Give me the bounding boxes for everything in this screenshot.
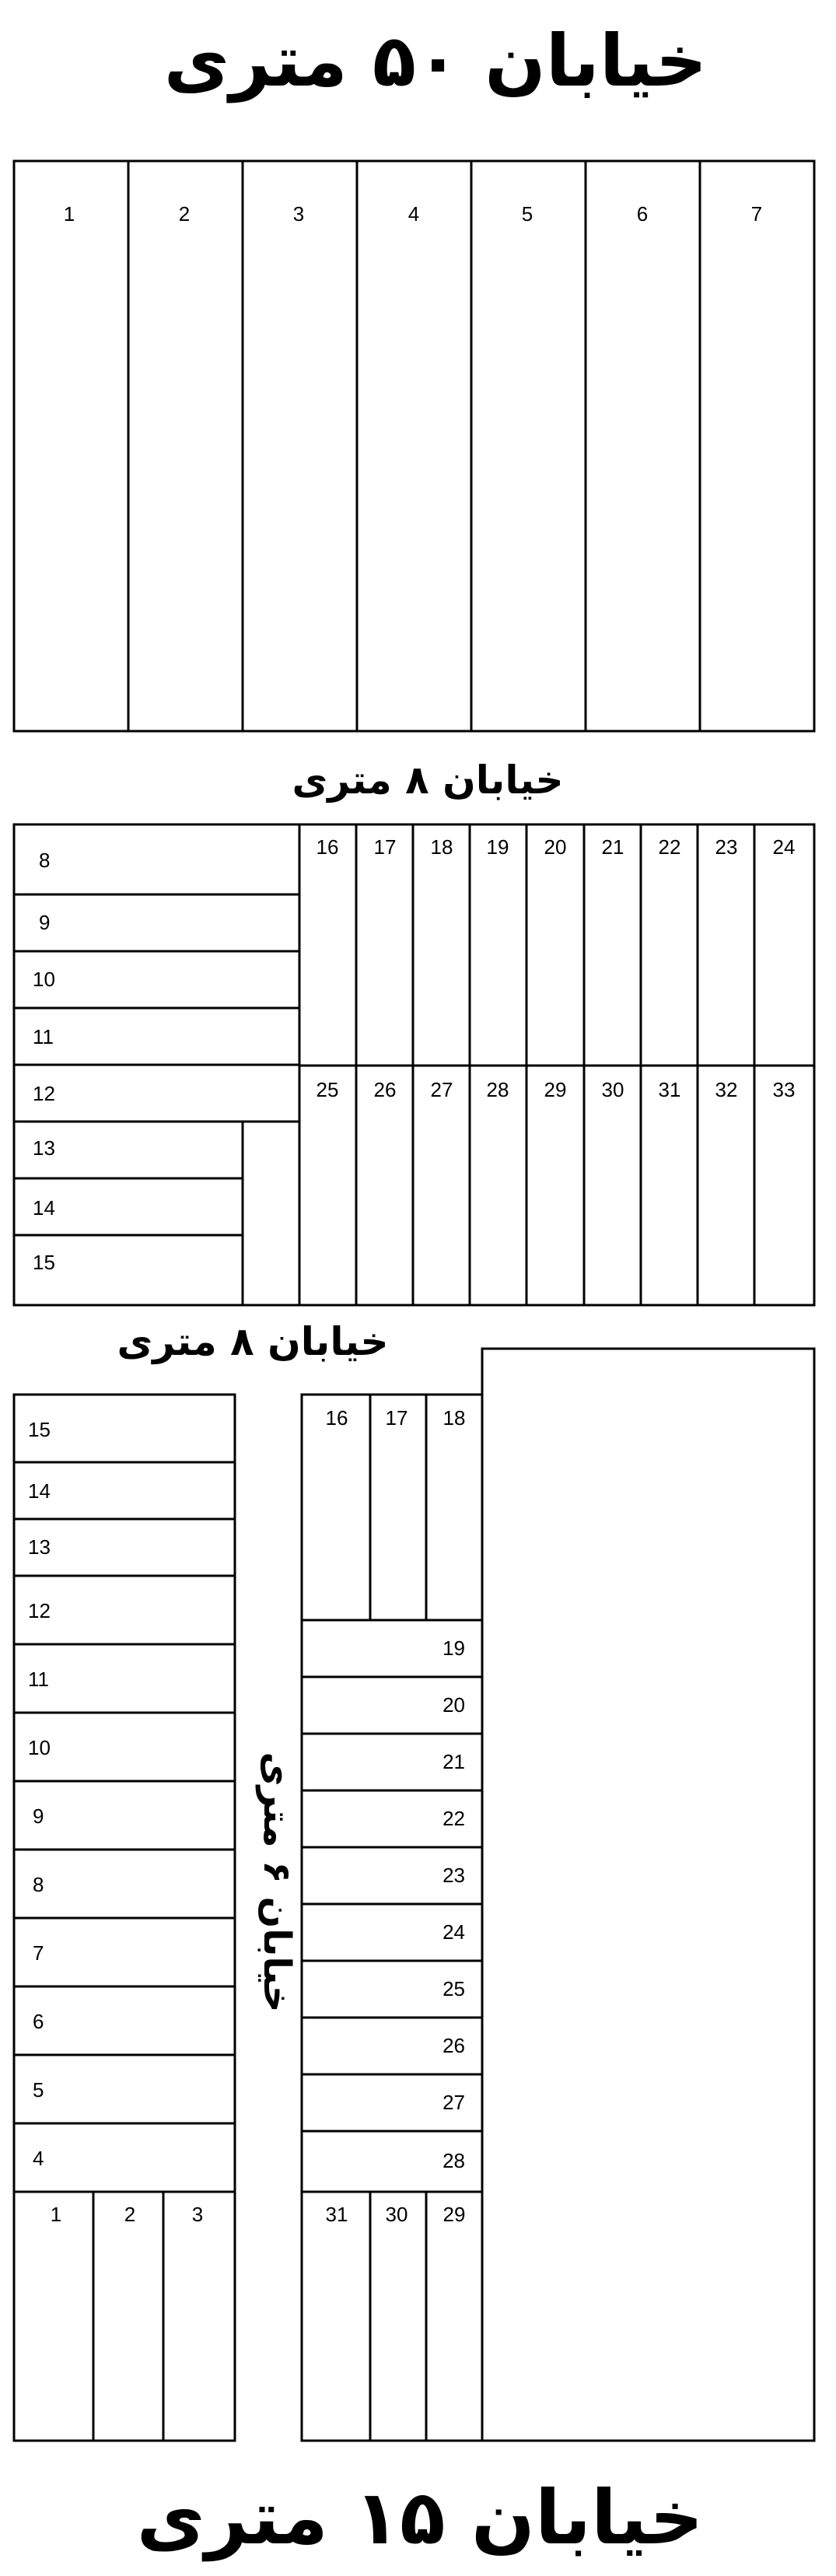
lot-b-24 — [754, 824, 814, 1066]
lot-number: 26 — [373, 1078, 397, 1101]
lot-b-26 — [356, 1066, 413, 1305]
lot-number: 25 — [442, 1977, 465, 2000]
block-b — [14, 824, 814, 1305]
lot-c-2 — [93, 2192, 163, 2441]
lot-a-6 — [586, 161, 700, 731]
lot-number: 27 — [442, 2091, 465, 2114]
lot-c-30 — [370, 2192, 426, 2441]
lot-b-18 — [413, 824, 470, 1066]
lot-a-1 — [14, 161, 128, 731]
lot-number: 22 — [658, 835, 681, 859]
lot-number: 24 — [442, 1920, 465, 1944]
lot-c-7 — [14, 1918, 235, 1986]
lot-b-25 — [299, 1066, 356, 1305]
lot-number: 20 — [442, 1693, 465, 1717]
lot-c-9 — [14, 1781, 235, 1850]
lot-number: 19 — [442, 1636, 465, 1660]
lot-b-12-extension — [243, 1122, 299, 1305]
lot-number: 29 — [544, 1078, 567, 1101]
lot-number: 13 — [33, 1136, 55, 1160]
lot-number: 18 — [442, 1406, 466, 1430]
lot-c-5 — [14, 2055, 235, 2123]
lot-b-21 — [584, 824, 641, 1066]
lot-a-7 — [700, 161, 814, 731]
lot-number: 8 — [33, 1873, 44, 1896]
lot-a-5 — [471, 161, 586, 731]
lot-number: 5 — [521, 202, 533, 226]
lot-number: 8 — [39, 849, 51, 872]
lot-b-22 — [641, 824, 698, 1066]
lot-c-4 — [14, 2123, 235, 2192]
lot-number: 10 — [33, 968, 55, 991]
lot-number: 28 — [486, 1078, 509, 1101]
lot-b-8 — [14, 824, 299, 894]
street-label-middle-2: خیابان ۸ متری — [117, 1319, 389, 1364]
lot-number: 15 — [28, 1418, 51, 1441]
lot-number: 33 — [772, 1078, 796, 1101]
lot-number: 9 — [39, 911, 51, 934]
lot-b-20 — [526, 824, 584, 1066]
lot-number: 19 — [486, 835, 509, 859]
lot-number: 7 — [750, 202, 763, 226]
lot-b-17 — [356, 824, 413, 1066]
lot-number: 11 — [33, 1025, 54, 1048]
lot-b-16 — [299, 824, 356, 1066]
lot-number: 29 — [442, 2203, 466, 2226]
lot-b-27 — [413, 1066, 470, 1305]
lot-number: 7 — [33, 1941, 44, 1965]
lot-number: 11 — [28, 1668, 49, 1691]
lot-a-2 — [128, 161, 243, 731]
lot-number: 3 — [292, 202, 305, 226]
lot-number: 30 — [601, 1078, 624, 1101]
lot-number: 32 — [715, 1078, 738, 1101]
lot-b-11 — [14, 1008, 299, 1065]
lot-number: 4 — [408, 202, 420, 226]
block-a — [14, 161, 814, 731]
lot-a-3 — [243, 161, 357, 731]
lot-b-31 — [641, 1066, 698, 1305]
lot-number: 9 — [33, 1804, 44, 1828]
lot-number: 1 — [50, 2203, 62, 2226]
lot-number: 31 — [658, 1078, 681, 1101]
lot-number: 16 — [316, 835, 339, 859]
lot-number: 10 — [28, 1736, 51, 1759]
lot-number: 2 — [124, 2203, 136, 2226]
lot-number: 17 — [385, 1406, 408, 1430]
lot-c-3 — [163, 2192, 235, 2441]
lot-number: 4 — [33, 2147, 44, 2170]
street-label-middle-1: خیابان ۸ متری — [292, 758, 564, 803]
lot-number: 21 — [601, 835, 624, 859]
lot-c-8 — [14, 1850, 235, 1918]
street-label-bottom: خیابان ۱۵ متری — [136, 2474, 704, 2561]
lot-number: 6 — [636, 202, 649, 226]
lot-c-31 — [302, 2192, 370, 2441]
lot-number: 14 — [28, 1479, 51, 1503]
lot-b-10 — [14, 951, 299, 1008]
lot-number: 23 — [715, 835, 738, 859]
lot-number: 28 — [442, 2149, 465, 2172]
lot-number: 6 — [33, 2010, 44, 2033]
lot-number: 12 — [28, 1599, 51, 1622]
lot-number: 27 — [430, 1078, 453, 1101]
street-label-top: خیابان ۵۰ متری — [163, 19, 708, 103]
lot-number: 24 — [772, 835, 796, 859]
lot-b-32 — [698, 1066, 754, 1305]
lot-number: 5 — [33, 2078, 44, 2102]
lot-number: 3 — [191, 2203, 204, 2226]
lot-number: 1 — [63, 202, 75, 226]
lot-b-9 — [14, 894, 299, 951]
lot-number: 31 — [325, 2203, 348, 2226]
large-parcel — [482, 1349, 814, 2441]
lot-b-19 — [470, 824, 526, 1066]
lot-number: 15 — [33, 1251, 55, 1274]
lot-b-28 — [470, 1066, 526, 1305]
lot-number: 16 — [325, 1406, 348, 1430]
lot-number: 26 — [442, 2034, 465, 2057]
lot-c-6 — [14, 1986, 235, 2055]
block-c-left — [14, 1395, 235, 2441]
lot-c-1 — [14, 2192, 93, 2441]
lot-b-30 — [584, 1066, 641, 1305]
lot-number: 23 — [442, 1864, 465, 1887]
lot-number: 2 — [178, 202, 191, 226]
lot-number: 13 — [28, 1535, 51, 1559]
lot-number: 18 — [430, 835, 453, 859]
lot-b-29 — [526, 1066, 584, 1305]
lot-b-12 — [14, 1065, 299, 1122]
lot-c-29 — [426, 2192, 482, 2441]
lot-b-33 — [754, 1066, 814, 1305]
street-label-vertical: خیابان ۶ متری — [255, 1752, 299, 2013]
block-c-right — [302, 1349, 814, 2441]
lot-number: 20 — [544, 835, 567, 859]
lot-number: 17 — [373, 835, 397, 859]
lot-b-23 — [698, 824, 754, 1066]
lot-number: 22 — [442, 1807, 465, 1830]
lot-number: 14 — [33, 1196, 55, 1220]
lot-number: 21 — [442, 1750, 465, 1773]
lot-a-4 — [357, 161, 471, 731]
lot-number: 12 — [33, 1082, 55, 1105]
lot-number: 25 — [316, 1078, 339, 1101]
lot-number: 30 — [385, 2203, 408, 2226]
